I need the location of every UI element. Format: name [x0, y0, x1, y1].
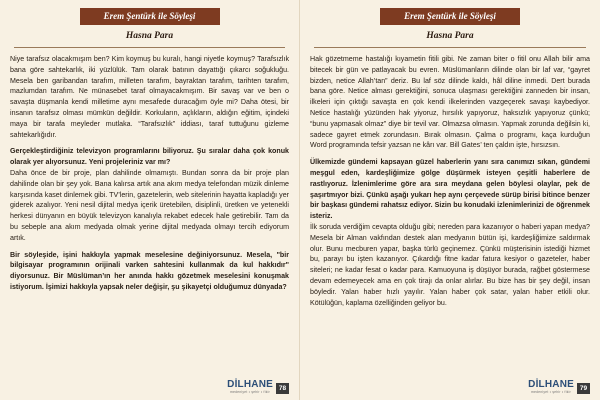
paragraph-answer-1: Niye tarafsız olacakmışım ben? Kim koymuş bu kuralı, hangi niyetle koymuş? Tarafsızlık bana göre sahtekarlık, iki yüzlülük. Tam olarak batının dayattığı çıkarcı soğukluğu. Mesela ben garibandan tarafım, milleten tarafım, bayraktan tarafım, tarihten tarafım, mazlumdan tarafım. Ne münasebet taraf olmayacakmışım. Bir savaş var ve ben o savaşta düşmanla kendi milletime aynı mesafede duracağım öyle mi? Daha ötesi, bir insanın tarafsız olması mümkün değildir. Korkuların, açlıkların, aldığın eğitim, içindeki maya bir tarafa meyleder mutlaka. “Tarafsızlık” iddiası, taraf tuttuğunu gizleme sahtekarlığıdır. [10, 55, 289, 139]
logo-wordmark: DİLHANE [528, 379, 574, 390]
divider [14, 47, 285, 48]
page-number: 78 [276, 383, 289, 394]
header-banner: Erem Şentürk ile Söyleşi [380, 8, 520, 25]
article-body [310, 54, 590, 308]
page-footer [528, 380, 590, 394]
logo-tagline: medeniyet • şehir • fikir [531, 390, 571, 394]
divider [314, 47, 586, 48]
paragraph-answer-2: Daha önce de bir proje, plan dahilinde olmamıştı. Bundan sonra da bir proje plan dahilinde olan bir şey yok. Bana kalırsa artık ana akım medya telefondan müzik dinleme karşısında kaset dinlemek gibi. TV’lerin, gazetelerin, web sitelerinin hayatta kapladığı yer giderek azalıyor. Yeni nesil dijital medya içerik üretebilen, disiplinli, üretken ve yetenekli herkesi dünyanın en büyük televizyon kanalıyla rekabet edecek hale getirebilir. Tam da bu sebeple ana akım medyada olmak yerine dijital medyada olmayı tercih ediyorum artık. [10, 168, 289, 242]
dilhane-logo [227, 380, 273, 394]
paragraph-answer-3: Hak gözetmeme hastalığı kıyametin fitili gibi. Ne zaman biter o fitil onu Allah bilir ama bitecek bir gün ve patlayacak bu evren. Müslümanların dilinde olan bir laf var, “gayret bizden, netice Allah’tan” deriz. Bu laf söz dilinde kaldı, hâl diline inmedi. Dert burada bana göre. Netice alması gerektiğini, sonuca ulaşması gerektiğini zanneden bir insan, ilkeleri için çıktığı savaşta en çok kendi ilkelerinden vazgeçerek savaşı kaybediyor. Netice hastalığı yüzünden hak yiyoruz, hırsılık yapıyoruz, haksızlık yapıyoruz çünkü; “bunu yapmasak olmaz” diye bir tevil var. Olmazsa olmasın. Yapmak zorunda değilsin ki, sadece gayret etmek zorundasın. Bırak olmasın. Çalma o programı, kaça kurduğun Word programında tefsir yazsan ne kârı var. Bill Gates’ ten çaldın işte, hırsızsın. [310, 55, 590, 150]
paragraph-question-2: Bir söyleşide, işini hakkıyla yapmak meselesine değiniyorsunuz. Mesela, "bir bilgisayar programının orijinali varken sahtesini kullanmak da kul hakkıdır" diyorsunuz. Bir Müslüman’ın her anında hakkı gözetmek meselesini konuşmak istiyorum. İşimizi hakkıyla yapsak neler değişir, şu şikayetçi olduğumuz dünyada? [10, 250, 289, 291]
paragraph-question-1: Gerçekleştirdiğiniz televizyon programlarını biliyoruz. Şu sıralar daha çok konuk olarak yer alıyorsunuz. Yeni projeleriniz var mı? [10, 147, 289, 167]
logo-wordmark: DİLHANE [227, 379, 273, 390]
author-name: Hasna Para [125, 31, 174, 41]
paragraph-answer-4: İlk soruda verdiğim cevapta olduğu gibi; nereden para kazanıyor o haberi yapan medya? Mesela bir Alman vakfından destek alan medyanın bütün işi, kardeşliğimize saldırmak olur. Bunu mecburen yapar, başka türlü geçinemez. Çünkü müşterisinin istediği hizmet bu, parayı bu işten kazanıyor. Çıkardığı fitne kadar fatura kesiyor o gazeteler, haber siteleri; ne kadar fesat o kadar para. Kamuoyuna iş düşüyor burada, rağbet göstermese devam edemeyecek ama en çok tirajı da onlar alırlar. Bu bize has bir şey değil, insan böyledir. Yalan haber hızlı yayılır. Yalan haber çok satar, yalan haber etkili olur. Kötülüğün, kaplama özelliğinden geliyor bu. [310, 222, 590, 307]
right-page [300, 0, 600, 400]
logo-tagline: medeniyet • şehir • fikir [230, 390, 270, 394]
page-footer [227, 380, 289, 394]
dilhane-logo [528, 380, 574, 394]
page-number: 79 [577, 383, 590, 394]
article-body [10, 54, 289, 293]
header-banner: Erem Şentürk ile Söyleşi [80, 8, 220, 25]
paragraph-question-3: Ülkemizde gündemi kapsayan güzel haberlerin yanı sıra canımızı sıkan, gündemi meşgul eden, kardeşliğimize gölge düşürmek isteyen çeşitli haberlere de rastlıyoruz. İzlenimlerime göre ara sıra meydana gelen böylesi olaylar, pek de şaşırtmıyor bizi. Çünkü aşağı yukarı hep aynı çerçevede sürüp birisi bitince benzer bir başkası gündemi rahatsız ediyor. Sizin bu konudaki izlenimlerinizi de öğrenmek isteriz. [310, 158, 590, 221]
author-name: Hasna Para [426, 31, 474, 41]
